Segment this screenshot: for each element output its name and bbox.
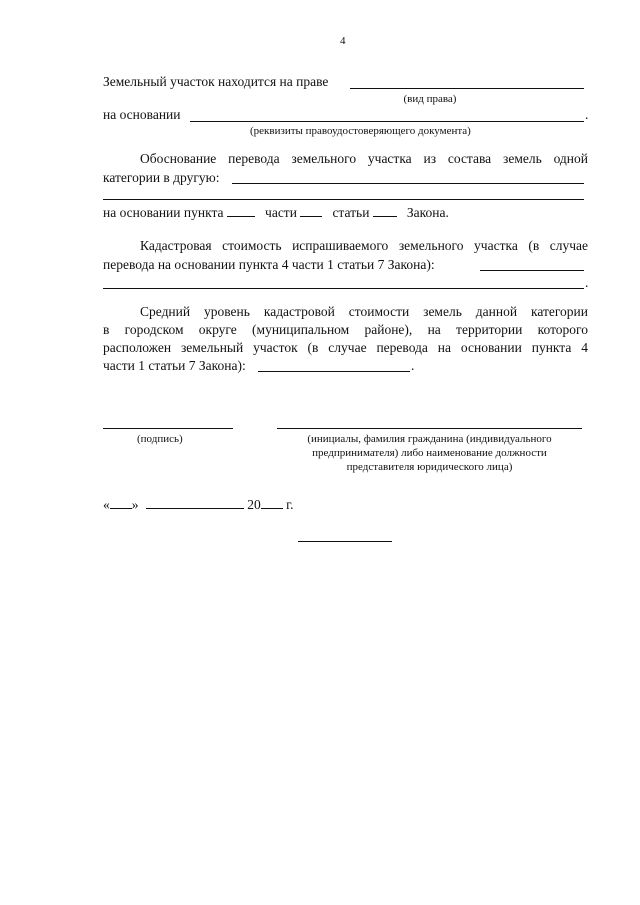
date-year-field[interactable] bbox=[261, 496, 283, 509]
average-end: . bbox=[411, 358, 415, 373]
name-field[interactable] bbox=[277, 428, 582, 429]
justification-line-2: категории в другую: bbox=[103, 170, 220, 185]
right-hint: (вид права) bbox=[403, 93, 457, 105]
average-field[interactable] bbox=[258, 371, 410, 372]
basis-label: на основании bbox=[103, 107, 181, 122]
justification-field-1[interactable] bbox=[232, 183, 584, 184]
cadastral-end: . bbox=[585, 275, 589, 290]
law-ref-article-field[interactable] bbox=[373, 204, 397, 217]
average-line-1: Средний уровень кадастровой стоимости земель данной категории bbox=[140, 304, 588, 319]
average-line-3: расположен земельный участок (в случае перевода на основании пункта 4 bbox=[103, 340, 588, 355]
cadastral-line-1: Кадастровая стоимость испрашиваемого земельного участка (в случае bbox=[140, 238, 588, 253]
date-open-quote: « bbox=[103, 497, 110, 512]
name-caption-line-3: представителя юридического лица) bbox=[346, 461, 513, 473]
law-ref-law-label: Закона. bbox=[406, 205, 449, 220]
basis-end: . bbox=[585, 107, 589, 122]
right-field[interactable] bbox=[350, 88, 584, 89]
law-ref-part-field[interactable] bbox=[300, 204, 322, 217]
signature-field[interactable] bbox=[103, 428, 233, 429]
date-line bbox=[103, 496, 294, 513]
law-ref-part-label: части bbox=[265, 205, 297, 220]
cadastral-field-1[interactable] bbox=[480, 270, 584, 271]
right-label: Земельный участок находится на праве bbox=[103, 74, 329, 89]
average-line-4: части 1 статьи 7 Закона): bbox=[103, 358, 246, 373]
date-day-field[interactable] bbox=[110, 496, 132, 509]
basis-field[interactable] bbox=[190, 121, 584, 122]
law-ref-article-label: статьи bbox=[332, 205, 370, 220]
closing-separator bbox=[298, 541, 392, 542]
justification-field-2[interactable] bbox=[103, 199, 584, 200]
date-month-field[interactable] bbox=[146, 496, 244, 509]
date-year-prefix: 20 bbox=[247, 497, 261, 512]
law-ref-point-label: на основании пункта bbox=[103, 205, 224, 220]
law-ref-point-field[interactable] bbox=[227, 204, 255, 217]
date-close-quote: » bbox=[131, 497, 139, 512]
average-line-2: в городском округе (муниципальном районе), на территории которого bbox=[103, 322, 588, 337]
justification-line-1: Обоснование перевода земельного участка из состава земель одной bbox=[140, 151, 588, 166]
cadastral-line-2: перевода на основании пункта 4 части 1 статьи 7 Закона): bbox=[103, 257, 435, 272]
date-year-suffix: г. bbox=[286, 497, 294, 512]
signature-caption: (подпись) bbox=[137, 433, 183, 445]
law-ref-line bbox=[103, 204, 449, 221]
name-caption-line-2: предпринимателя) либо наименование должности bbox=[312, 447, 547, 459]
page-number: 4 bbox=[340, 35, 346, 47]
basis-hint: (реквизиты правоудостоверяющего документа) bbox=[250, 125, 471, 137]
name-caption-line-1: (инициалы, фамилия гражданина (индивидуального bbox=[307, 433, 552, 445]
cadastral-field-2[interactable] bbox=[103, 288, 584, 289]
